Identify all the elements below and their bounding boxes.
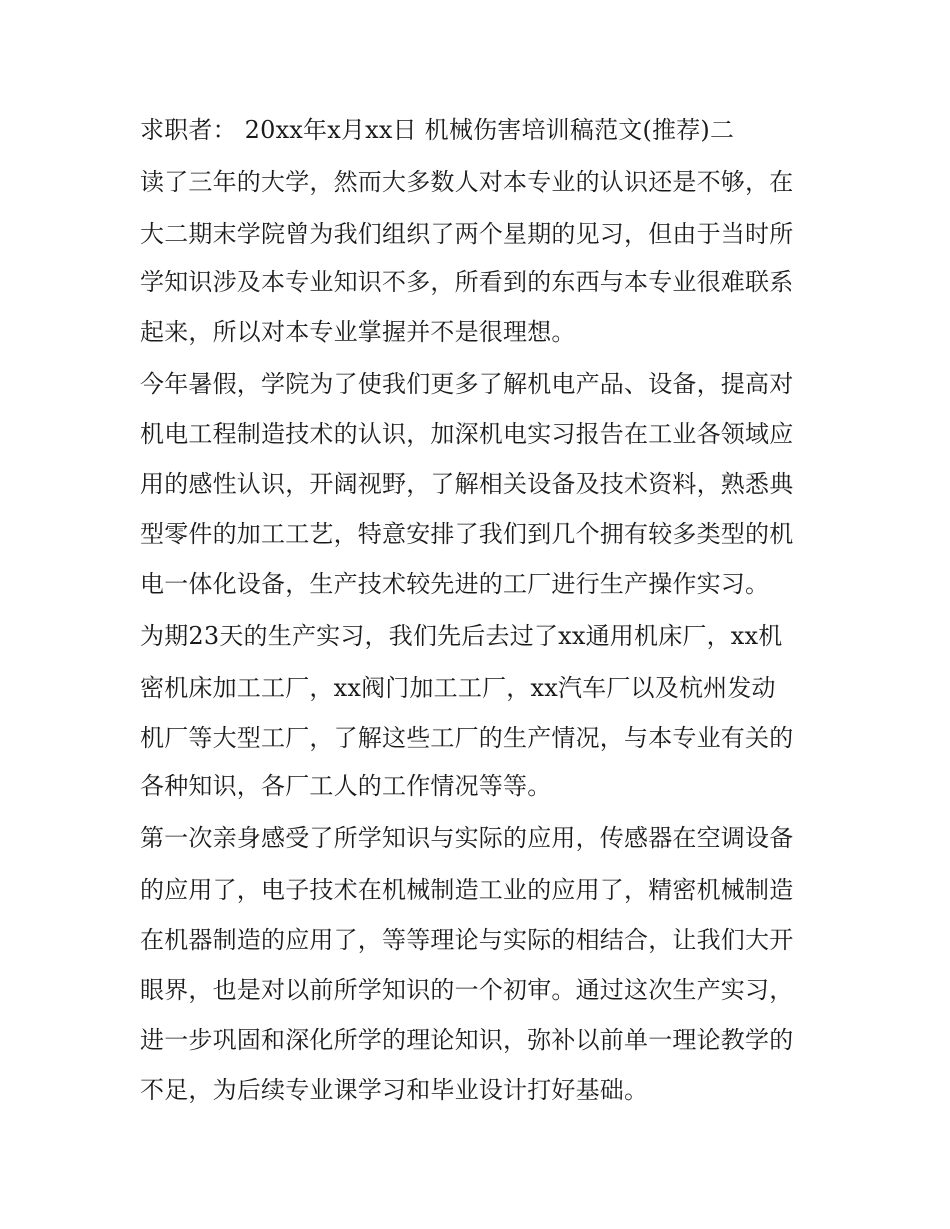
text-line: 各种知识，各厂工人的工作情况等等。 [140,772,552,800]
text-line: 用的感性认识，开阔视野，了解相关设备及技术资料，熟悉典 [140,470,794,498]
text-line: 密机床加工工厂，xx阀门加工工厂，xx汽车厂以及杭州发动 [140,674,776,702]
text-line: 在机器制造的应用了，等等理论与实际的相结合，让我们大开 [140,926,794,954]
text-line: 电一体化设备，生产技术较先进的工厂进行生产操作实习。 [140,570,770,598]
text-line: 眼界，也是对以前所学知识的一个初审。通过这次生产实习， [140,976,794,1004]
text-line: 起来，所以对本专业掌握并不是很理想。 [140,318,576,346]
text-line: 大二期末学院曾为我们组织了两个星期的见习，但由于当时所 [140,220,794,248]
text-line: 型零件的加工工艺，特意安排了我们到几个拥有较多类型的机 [140,520,794,548]
text-line: 今年暑假，学院为了使我们更多了解机电产品、设备，提高对 [140,370,794,398]
text-line: 的应用了，电子技术在机械制造工业的应用了，精密机械制造 [140,876,794,904]
text-line: 为期23天的生产实习，我们先后去过了xx通用机床厂，xx机 [140,622,783,650]
text-line: 机电工程制造技术的认识，加深机电实习报告在工业各领域应 [140,420,794,448]
text-line: 机厂等大型工厂，了解这些工厂的生产情况，与本专业有关的 [140,724,794,752]
text-line: 第一次亲身感受了所学知识与实际的应用，传感器在空调设备 [140,824,794,852]
text-line: 学知识涉及本专业知识不多，所看到的东西与本专业很难联系 [140,268,794,296]
heading-line: 求职者： 20xx年x月xx日 机械伤害培训稿范文(推荐)二 [140,116,735,144]
text-line: 不足，为后续专业课学习和毕业设计打好基础。 [140,1076,649,1104]
text-line: 进一步巩固和深化所学的理论知识，弥补以前单一理论教学的 [140,1026,794,1054]
text-line: 读了三年的大学，然而大多数人对本专业的认识还是不够，在 [140,168,794,196]
